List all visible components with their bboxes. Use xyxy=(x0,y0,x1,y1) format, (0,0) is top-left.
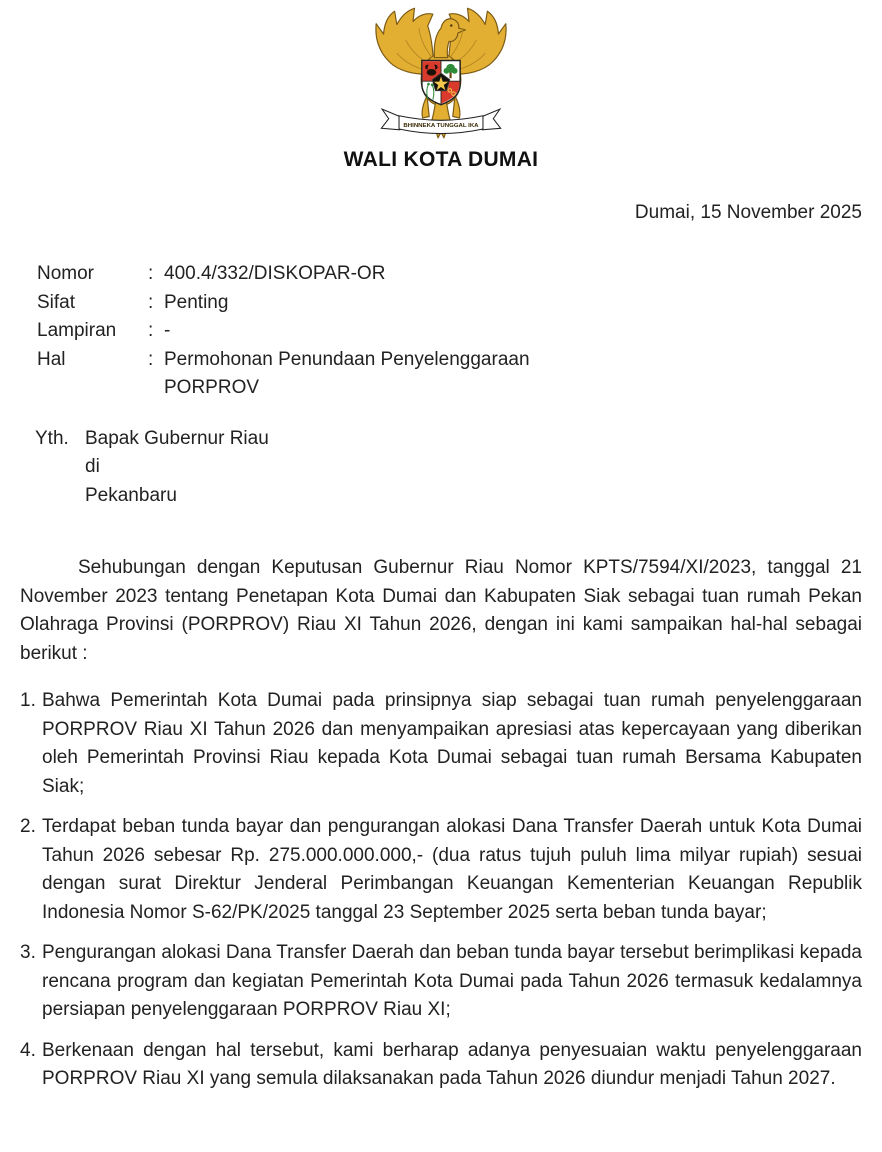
list-item-text: Pengurangan alokasi Dana Transfer Daerah dan beban tunda bayar tersebut berimplikasi kepada rencana program dan kegiatan Pemerintah Kota Dumai pada Tahun 2026 termasuk kedalamnya persiapan penyelenggaraan PORPROV Riau XI; xyxy=(42,942,862,1020)
numbered-list xyxy=(20,687,862,1094)
meta-colon: : xyxy=(148,291,154,313)
meta-value-nomor: 400.4/332/DISKOPAR-OR xyxy=(164,263,386,284)
garuda-pancasila-emblem xyxy=(360,6,522,146)
meta-label-lampiran: Lampiran xyxy=(37,320,117,341)
meta-value-hal xyxy=(164,346,862,403)
list-item-4 xyxy=(20,1037,862,1094)
opening-paragraph: Sehubungan dengan Keputusan Gubernur Riau Nomor KPTS/7594/XI/2023, tanggal 21 November 2023 tentang Penetapan Kota Dumai dan Kabupaten Siak sebagai tuan rumah Pekan Olahraga Provinsi (PORPROV) Riau XI Tahun 2026, dengan ini kami sampaikan hal-hal sebagai berikut : xyxy=(20,557,862,664)
dateline: Dumai, 15 November 2025 xyxy=(634,202,862,223)
meta-label-nomor: Nomor xyxy=(37,263,95,284)
meta-colon: : xyxy=(148,348,154,370)
meta-colon: : xyxy=(148,263,154,284)
eagle-eye xyxy=(450,24,452,26)
meta-label-hal: Hal xyxy=(37,348,66,370)
list-item-number: 4. xyxy=(20,1039,36,1061)
list-item-number: 1. xyxy=(20,690,36,711)
meta-value-hal-line2: PORPROV xyxy=(164,377,260,398)
addressee-block xyxy=(35,425,862,511)
list-item-1 xyxy=(20,687,862,801)
list-item-text: Bahwa Pemerintah Kota Dumai pada prinsipnya siap sebagai tuan rumah penyelenggaraan PORPROV Riau XI Tahun 2026 dan menyampaikan apresiasi atas kepercayaan yang diberikan oleh Pemerintah Provinsi Riau kepada Kota Dumai sebagai tuan rumah Bersama Kabupaten Siak; xyxy=(42,690,862,797)
list-item-number: 2. xyxy=(20,816,36,837)
list-item-text: Terdapat beban tunda bayar dan pengurangan alokasi Dana Transfer Daerah untuk Kota Dumai Tahun 2026 sebesar Rp. 275.000.000.000,- (dua ratus tujuh puluh lima milyar rupiah) sesuai dengan surat Direktur Jenderal Perimbangan Keuangan Kementerian Keuangan Republik Indonesia Nomor S-62/PK/2025 tanggal 23 September 2025 serta beban tunda bayar; xyxy=(42,816,862,923)
list-item-number: 3. xyxy=(20,942,36,963)
addressee-city: Pekanbaru xyxy=(85,484,177,506)
meta-row-nomor xyxy=(37,260,862,289)
meta-row-lampiran xyxy=(37,317,862,346)
addressee-salutation: Yth. xyxy=(35,427,69,449)
letter-meta xyxy=(37,260,862,403)
meta-value-lampiran: - xyxy=(164,320,171,341)
list-item-2 xyxy=(20,813,862,927)
addressee-di: di xyxy=(85,456,100,477)
letterhead xyxy=(20,6,862,146)
list-item-text: Berkenaan dengan hal tersebut, kami berharap adanya penyesuaian waktu penyelenggaraan PORPROV Riau XI yang semula dilaksanakan pada Tahun 2026 diundur menjadi Tahun 2027. xyxy=(42,1039,862,1089)
meta-colon: : xyxy=(148,320,154,341)
addressee-recipient: Bapak Gubernur Riau xyxy=(85,427,269,449)
list-item-3 xyxy=(20,939,862,1025)
meta-label-sifat: Sifat xyxy=(37,291,76,313)
meta-value-hal-line1: Permohonan Penundaan Penyelenggaraan xyxy=(164,348,530,370)
meta-row-sifat xyxy=(37,289,862,318)
rice-grain xyxy=(427,83,430,86)
meta-value-sifat: Penting xyxy=(164,291,229,313)
letterhead-title: WALI KOTA DUMAI xyxy=(343,148,539,171)
addressee-lines xyxy=(85,425,862,511)
motto-text: BHINNEKA TUNGGAL IKA xyxy=(403,123,479,130)
meta-row-hal xyxy=(37,346,862,403)
